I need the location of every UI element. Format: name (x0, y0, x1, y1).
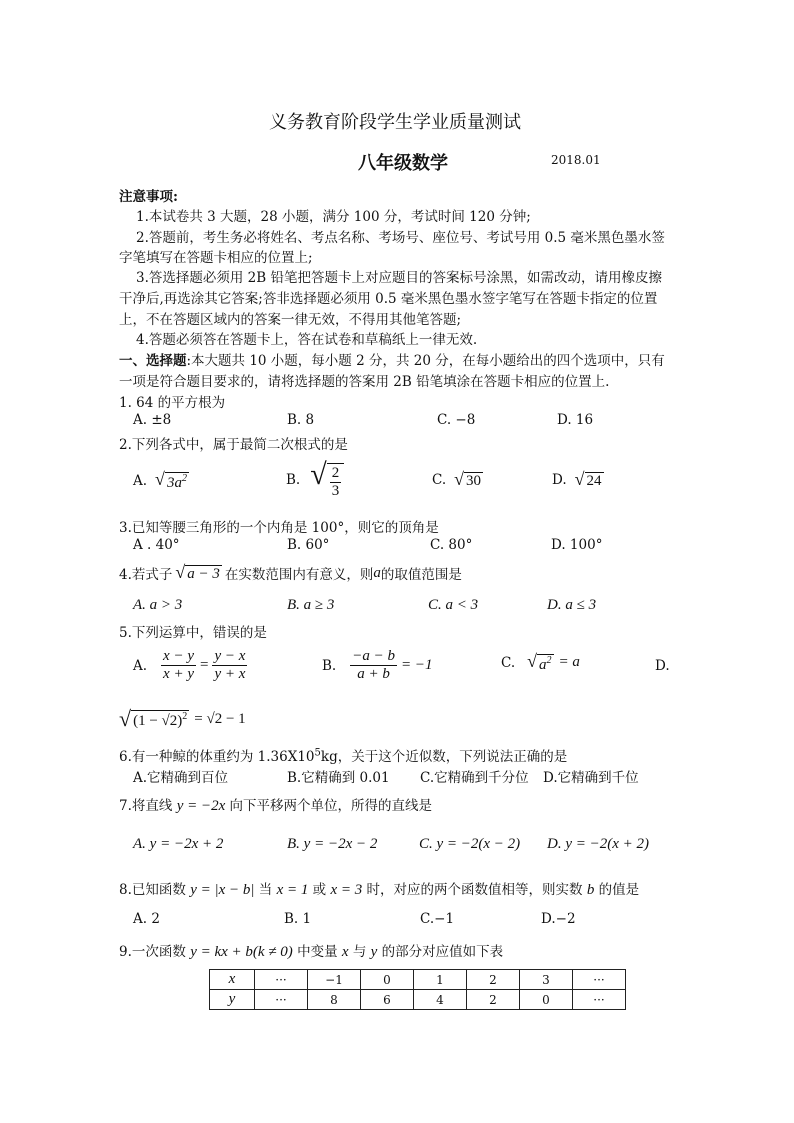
page-subtitle: 八年级数学 (358, 153, 448, 174)
q2c-expr: 30 (466, 473, 482, 489)
table-cell: x (210, 970, 255, 990)
question-1-option-c: C. −8 (437, 412, 476, 428)
question-2-option-a (133, 470, 189, 492)
q8-stem-x2: x = 3 (330, 882, 363, 898)
question-8-option-a: A. 2 (133, 911, 160, 927)
q5c-exp: 2 (546, 655, 552, 666)
question-5-option-c (501, 652, 580, 674)
question-8-option-d: D.−2 (541, 911, 576, 927)
question-6-option-a: A.它精确到百位 (133, 770, 229, 786)
question-2-option-d (552, 470, 604, 490)
question-3-option-b: B. 60° (287, 537, 330, 553)
table-row (210, 990, 626, 1010)
q6-stem-pre: 6.有一种鲸的体重约为 1.36X10 (119, 749, 315, 765)
section-1-label: 一、选择题 (119, 353, 187, 369)
question-3-option-d: D. 100° (551, 537, 603, 553)
section-1-intro (119, 349, 665, 369)
question-6-option-d: D.它精确到千位 (543, 770, 639, 786)
q8-stem-end: 的值是 (598, 882, 640, 898)
value-table (209, 969, 626, 1010)
q9-stem-and: 与 (352, 944, 367, 960)
question-2-option-b-radical: √ $\frac{2}{3}$ (310, 460, 344, 501)
question-5-stem: 5.下列运算中，错误的是 (119, 625, 267, 641)
question-4-option-c: C. a < 3 (428, 597, 479, 613)
q9-stem-expr: y = kx + b(k ≠ 0) (190, 944, 293, 960)
question-4-stem (119, 563, 462, 583)
q4-radical: √ a − 3 (175, 562, 220, 583)
q5d-rhs: = √2 − 1 (194, 710, 246, 727)
question-2-option-d-radical: √ 24 (574, 469, 602, 489)
question-6-option-b: B.它精确到 0.01 (287, 770, 390, 786)
q4-stem-var: a (373, 564, 381, 581)
q5c-expr: √ $a^2$ = a (527, 651, 580, 673)
table-cell: 0 (520, 990, 573, 1010)
question-1-option-a: A. ±8 (133, 412, 172, 428)
question-1-stem: 1. 64 的平方根为 (119, 395, 226, 411)
q5a-n1: x − y (161, 648, 196, 666)
q5b-rhs: = −1 (400, 657, 433, 674)
question-8-option-c: C.−1 (420, 911, 455, 927)
q6-stem-post: kg，关于这个近似数，下列说法正确的是 (320, 749, 568, 765)
table-cell: 2 (467, 990, 520, 1010)
q5a-d1: x + y (163, 666, 194, 683)
table-cell: 6 (361, 990, 414, 1010)
q5b-expr (350, 648, 432, 684)
table-cell: 3 (520, 970, 573, 990)
question-2-stem: 2.下列各式中，属于最简二次根式的是 (119, 437, 348, 453)
q8-stem-mid1: 当 (258, 882, 273, 898)
note-item-1: 1.本试卷共 3 大题，28 小题，满分 100 分，考试时间 120 分钟; (136, 209, 531, 225)
question-9-stem (119, 940, 503, 961)
q8-stem-x1: x = 1 (276, 882, 309, 898)
question-7-stem (119, 794, 432, 815)
question-2-option-c (432, 470, 483, 490)
q5a-n2: y − x (212, 648, 247, 666)
exam-date: 2018.01 (551, 153, 601, 167)
q9-stem-y: y (370, 944, 378, 960)
q2d-expr: 24 (586, 473, 602, 489)
table-cell: 1 (414, 970, 467, 990)
question-4-option-b: B. a ≥ 3 (287, 597, 335, 613)
question-5-option-d: √ $(1 - √2)^2$ = √2 − 1 (119, 706, 246, 731)
notes-heading: 注意事项: (119, 189, 178, 205)
q5c-label: C. (501, 654, 516, 671)
question-6-option-c: C.它精确到千分位 (420, 770, 529, 786)
question-3-option-c: C. 80° (430, 537, 473, 553)
q6-stem-exp: 5 (314, 747, 321, 759)
q8-stem-var: b (586, 882, 595, 898)
section-1-intro-text: :本大题共 10 小题，每小题 2 分，共 20 分，在每小题给出的四个选项中，只有 (186, 353, 665, 369)
q9-stem-mid: 中变量 (297, 944, 338, 960)
q5a-label: A. (133, 657, 148, 674)
question-7-option-d: D. y = −2(x + 2) (547, 836, 650, 852)
q9-stem-pre: 9.一次函数 (119, 944, 186, 960)
q4-radicand: a − 3 (187, 566, 220, 583)
question-4-option-d: D. a ≤ 3 (547, 597, 597, 613)
note-item-3: 3.答选择题必须用 2B 铅笔把答题卡上对应题目的答案标号涂黑，如需改动，请用橡皮擦 (136, 270, 662, 286)
q8-stem-post: 时，对应的两个函数值相等，则实数 (366, 882, 583, 898)
question-2-option-b-label: B. (286, 472, 301, 489)
question-2-option-b (286, 460, 344, 501)
question-5-option-a (133, 648, 247, 684)
q7-stem-pre: 7.将直线 (119, 798, 173, 814)
table-cell: ··· (573, 970, 626, 990)
q9-stem-post: 的部分对应值如下表 (381, 944, 504, 960)
page-title: 义务教育阶段学生学业质量测试 (269, 112, 521, 133)
q2a-exp: 2 (181, 473, 187, 484)
q5c-rhs: = a (558, 654, 580, 671)
question-2-option-c-radical: √ 30 (454, 469, 482, 489)
table-cell: y (210, 990, 255, 1010)
table-cell: −1 (308, 970, 361, 990)
note-item-2-cont: 字笔填写在答题卡相应的位置上; (119, 250, 313, 266)
table-cell: ··· (255, 990, 308, 1010)
q8-stem-expr: y = |x − b| (190, 882, 255, 898)
note-item-3-cont: 干净后,再选涂其它答案;答非选择题必须用 0.5 毫米黑色墨水签字笔写在答题卡指定的位置 (119, 291, 658, 307)
q5a-d2: y + x (214, 666, 246, 683)
q8-stem-mid2: 或 (312, 882, 327, 898)
q9-stem-x: x (341, 944, 349, 960)
q5a-expr: $\frac{x - y}{x + y}$ = $\frac{y - x}{y + x}$ (163, 648, 246, 683)
table-cell: 4 (414, 990, 467, 1010)
q8-stem-pre: 8.已知函数 (119, 882, 186, 898)
note-item-3-cont2: 上，不在答题区域内的答案一律无效，不得用其他笔答题; (119, 312, 462, 328)
q5b-label: B. (322, 657, 337, 674)
question-1-option-d: D. 16 (557, 412, 594, 428)
q4-stem-mid: 在实数范围内有意义，则 (224, 567, 374, 583)
table-cell: 2 (467, 970, 520, 990)
table-row (210, 970, 626, 990)
question-8-stem (119, 878, 639, 899)
q5b-num: −a − b (350, 648, 397, 666)
table-cell: 0 (361, 970, 414, 990)
question-4-option-a: A. a > 3 (133, 597, 183, 613)
q2b-den: 3 (331, 483, 340, 500)
question-5-option-d-label: D. (655, 658, 670, 674)
note-item-4: 4.答题必须答在答题卡上，答在试卷和草稿纸上一律无效. (136, 332, 478, 348)
question-2-option-c-label: C. (432, 471, 447, 488)
q5c-rad: a (539, 657, 547, 673)
q2a-expr: 3a (166, 475, 182, 491)
question-5-option-b (322, 648, 432, 684)
question-2-option-d-label: D. (552, 471, 567, 488)
question-6-stem (119, 745, 567, 765)
q5b-den: a + b (357, 666, 390, 683)
question-8-option-b: B. 1 (284, 911, 312, 927)
table-cell: ··· (255, 970, 308, 990)
table-cell: 8 (308, 990, 361, 1010)
question-7-option-b: B. y = −2x − 2 (287, 836, 378, 852)
q5d-exp: 2 (182, 711, 188, 722)
question-7-option-c: C. y = −2(x − 2) (419, 836, 521, 852)
q7-stem-expr: y = −2x (176, 798, 226, 814)
table-cell: ··· (573, 990, 626, 1010)
question-2-option-a-label: A. (133, 472, 148, 489)
section-1-intro-cont: 一项是符合题目要求的，请将选择题的答案用 2B 铅笔填涂在答题卡相应的位置上. (119, 374, 610, 390)
question-7-option-a: A. y = −2x + 2 (133, 836, 224, 852)
q4-stem-pre: 4.若式子 (119, 567, 173, 583)
q4-stem-post: 的取值范围是 (380, 567, 462, 583)
note-item-2: 2.答题前，考生务必将姓名、考点名称、考场号、座位号、考试号用 0.5 毫米黑色墨水签 (136, 230, 665, 246)
question-1-option-b: B. 8 (287, 412, 315, 428)
question-3-option-a: A . 40° (133, 537, 180, 553)
q7-stem-post: 向下平移两个单位，所得的直线是 (229, 798, 433, 814)
question-3-stem: 3.已知等腰三角形的一个内角是 100°，则它的顶角是 (119, 520, 439, 536)
q2b-num: 2 (330, 465, 342, 483)
q5d-inner: (1 − √2) (133, 713, 183, 729)
question-2-option-a-radical: √ $3a^2$ (155, 469, 187, 491)
